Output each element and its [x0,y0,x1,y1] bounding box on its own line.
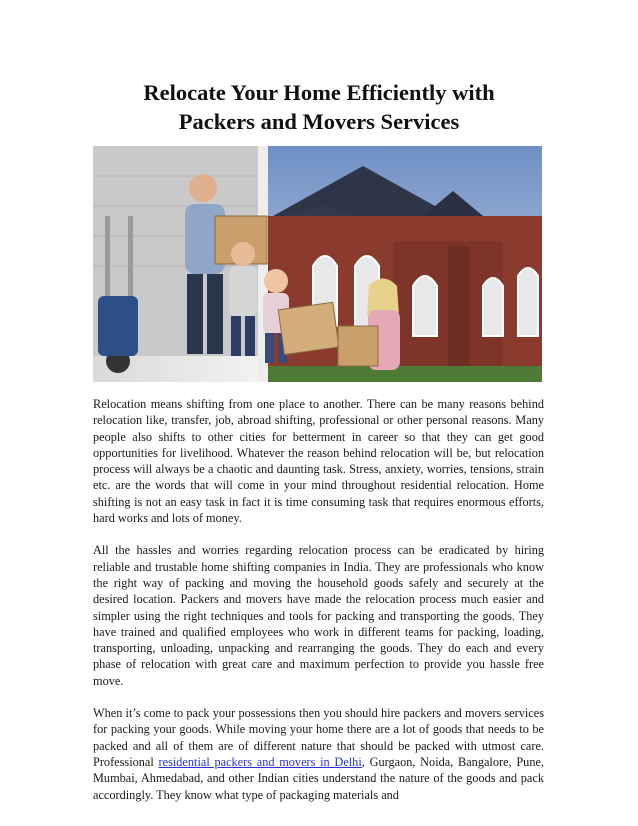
title-line-1: Relocate Your Home Efficiently with [143,80,495,105]
paragraph-3-text-start: When it’s come to pack your possessions then you should hire packers and movers services for packing your goods. While moving your home there are a lot of goods that needs to be packed and all of them are of different nature that should be packed with utmost care. Professional [93,706,544,769]
page-title [60,78,578,136]
paragraph-3 [93,705,544,803]
hero-image [93,146,542,382]
residential-packers-link[interactable]: residential packers and movers in Delhi [158,754,362,769]
paragraph-1: Relocation means shifting from one place to another. There can be many reasons behind relocation like, transfer, job, abroad shifting, professional or other personal reasons. Many people also shifts to other cities for betterment in career so that they can get good opportunities for livelihood. Whatever the reason behind relocation will be, but relocation process will always be a chaotic and daunting task. Stress, anxiety, worries, tensions, strain etc. are the words that will come in your mind throughout residential relocation. Home shifting is not an easy task in fact it is time consuming task that requires enormous efforts, hard works and lots of money. [93,397,544,526]
article-body [93,396,544,819]
title-line-2: Packers and Movers Services [178,109,460,134]
paragraph-3-text-end: , Gurgaon, Noida, Bangalore, Pune, Mumbai, Ahmedabad, and other Indian cities understand the nature of the goods and pack accordingly. They know what type of packaging materials and [93,754,545,802]
paragraph-2: All the hassles and worries regarding relocation process can be eradicated by hiring reliable and trustable home shifting companies in India. They are professionals who know the right way of packing and moving the household goods safely and securely at the desired location. Packers and movers have made the relocation process much easier and simpler using the right techniques and tools for packing and transporting the goods. They have trained and qualified employees who work in different teams for packing, loading, transporting, unloading, unpacking and rearranging the goods. They do each and every phase of relocation with great care and maximum perfection to provide you hassle free move. [93,543,544,688]
